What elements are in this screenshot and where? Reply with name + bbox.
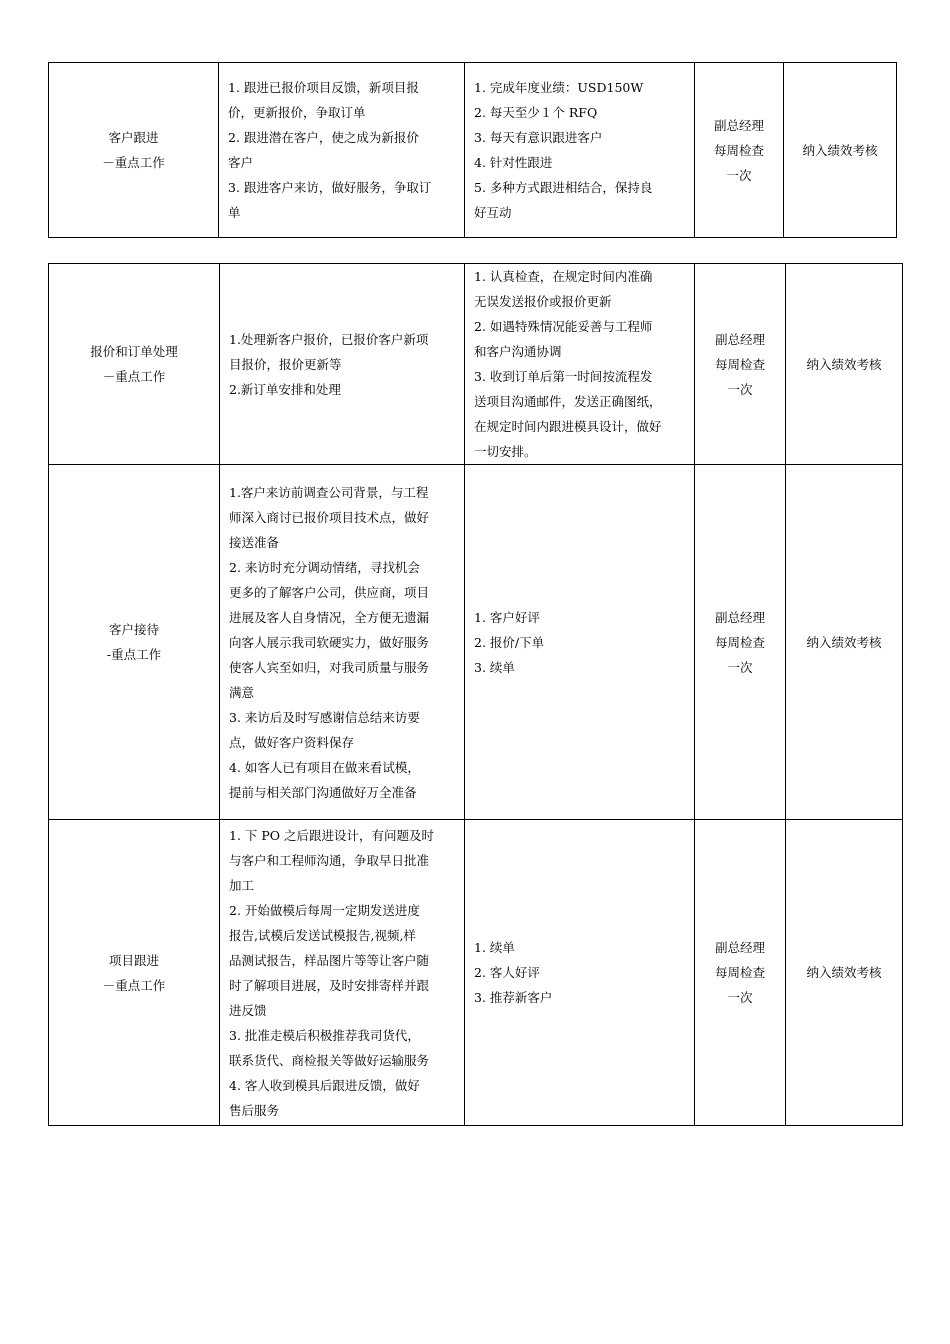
- content-line: 3. 批准走模后积极推荐我司货代，: [229, 1027, 420, 1043]
- content-line: 2. 开始做模后每周一定期发送进度: [229, 902, 420, 918]
- content-line: 师深入商讨已报价项目技术点，做好: [229, 509, 430, 525]
- content-line: 向客人展示我司软硬实力，做好服务: [229, 634, 430, 650]
- content-line: 客户: [228, 155, 254, 170]
- content-line: 接送准备: [229, 534, 280, 550]
- content-cell: [219, 63, 465, 238]
- task-line: -重点工作: [106, 647, 162, 662]
- content-line: 目报价，报价更新等: [229, 356, 342, 372]
- target-line: 2. 如遇特殊情况能妥善与工程师: [474, 319, 653, 334]
- target-line: 3. 推荐新客户: [474, 990, 553, 1005]
- check-cell: [695, 264, 786, 465]
- content-line: 进反馈: [229, 1002, 267, 1018]
- target-cell: [465, 820, 695, 1126]
- check-cell: [695, 465, 786, 820]
- check-line: 一次: [727, 659, 753, 675]
- content-line: 2.新订单安排和处理: [229, 381, 341, 397]
- content-line: 品测试报告，样品图片等等让客户随: [229, 952, 430, 968]
- table-row: [49, 264, 903, 465]
- content-line: 满意: [229, 684, 255, 700]
- check-line: 每周检查: [714, 965, 765, 980]
- task-line: －重点工作: [102, 977, 166, 993]
- content-line: 与客户和工程师沟通，争取早日批准: [229, 852, 430, 868]
- content-line: 3. 来访后及时写感谢信总结来访要: [229, 709, 420, 725]
- check-line: 副总经理: [714, 940, 765, 955]
- target-line: 2. 每天至少１个 RFQ: [474, 105, 598, 120]
- target-line: 好互动: [474, 205, 512, 220]
- table-row: [49, 465, 903, 820]
- content-line: 使客人宾至如归，对我司质量与服务: [229, 659, 430, 675]
- table-row: [49, 820, 903, 1126]
- content-line: 3. 跟进客户来访，做好服务，争取订: [228, 180, 432, 195]
- content-line: 1. 下 PO 之后跟进设计，有问题及时: [229, 827, 435, 843]
- check-line: 一次: [726, 167, 752, 183]
- target-cell: [465, 465, 695, 820]
- target-line: 送项目沟通邮件，发送正确图纸，: [474, 394, 662, 409]
- target-line: 3. 收到订单后第一时间按流程发: [474, 369, 653, 384]
- content-line: 1.客户来访前调查公司背景，与工程: [229, 484, 429, 500]
- content-line: 4. 客人收到模具后跟进反馈，做好: [229, 1077, 420, 1093]
- assess-cell: 纳入绩效考核: [786, 820, 903, 1126]
- task-line: 客户接待: [108, 622, 159, 637]
- content-line: 报告,试模后发送试模报告,视频,样: [229, 927, 416, 943]
- check-line: 一次: [727, 381, 753, 397]
- content-line: 提前与相关部门沟通做好万全准备: [229, 784, 417, 800]
- target-line: 2. 报价/下单: [474, 634, 545, 650]
- content-line: 4. 如客人已有项目在做来看试模，: [229, 759, 420, 775]
- target-line: 1. 完成年度业绩：USD150W: [474, 80, 644, 95]
- task-line: －重点工作: [102, 155, 165, 170]
- task-cell: [49, 820, 220, 1126]
- content-line: 售后服务: [229, 1102, 280, 1118]
- content-line: 价，更新报价，争取订单: [228, 105, 366, 120]
- target-line: 3. 每天有意识跟进客户: [474, 130, 603, 145]
- check-line: 副总经理: [713, 117, 764, 133]
- target-line: 在规定时间内跟进模具设计，做好: [474, 419, 662, 434]
- content-line: 2. 跟进潜在客户，使之成为新报价: [228, 130, 419, 145]
- assess-cell: 纳入绩效考核: [784, 63, 897, 238]
- assess-cell: 纳入绩效考核: [786, 465, 903, 820]
- task-cell: [49, 63, 219, 238]
- check-line: 每周检查: [714, 634, 765, 650]
- table-row: [49, 63, 897, 238]
- content-cell: [220, 264, 465, 465]
- target-line: 1. 续单: [474, 940, 515, 955]
- target-line: 一切安排。: [474, 444, 537, 459]
- kpi-table-1: [48, 62, 897, 238]
- content-line: 1. 跟进已报价项目反馈，新项目报: [228, 80, 419, 95]
- target-line: 1. 客户好评: [474, 609, 540, 625]
- content-line: 1.处理新客户报价，已报价客户新项: [229, 331, 429, 347]
- target-line: 2. 客人好评: [474, 965, 540, 980]
- content-line: 进展及客人自身情况，全方便无遗漏: [229, 609, 430, 625]
- check-line: 每周检查: [713, 142, 764, 158]
- check-line: 副总经理: [714, 331, 765, 347]
- target-cell: [465, 264, 695, 465]
- kpi-table-2: [48, 263, 903, 1126]
- content-line: 时了解项目进展，及时安排寄样并跟: [229, 977, 430, 993]
- check-line: 每周检查: [714, 356, 765, 372]
- task-line: 报价和订单处理: [90, 344, 178, 359]
- target-line: 1. 认真检查，在规定时间内准确: [474, 269, 653, 284]
- check-line: 一次: [727, 990, 753, 1005]
- check-cell: [695, 820, 786, 1126]
- content-cell: [220, 820, 465, 1126]
- content-cell: [220, 465, 465, 820]
- task-cell: [49, 264, 220, 465]
- target-line: 5. 多种方式跟进相结合，保持良: [474, 180, 653, 195]
- task-cell: [49, 465, 220, 820]
- check-cell: [695, 63, 784, 238]
- target-cell: [465, 63, 695, 238]
- content-line: 点，做好客户资料保存: [229, 734, 355, 750]
- content-line: 加工: [229, 877, 255, 893]
- target-line: 3. 续单: [474, 659, 515, 675]
- target-line: 4. 针对性跟进: [474, 155, 553, 170]
- content-line: 单: [228, 205, 241, 220]
- task-line: －重点工作: [102, 369, 166, 384]
- target-line: 和客户沟通协调: [474, 344, 562, 359]
- assess-cell: 纳入绩效考核: [786, 264, 903, 465]
- content-line: 联系货代、商检报关等做好运输服务: [229, 1052, 430, 1068]
- target-line: 无误发送报价或报价更新: [474, 294, 612, 309]
- check-line: 副总经理: [714, 609, 765, 625]
- task-line: 项目跟进: [108, 952, 159, 968]
- task-line: 客户跟进: [108, 130, 159, 145]
- content-line: 2. 来访时充分调动情绪，寻找机会: [229, 559, 420, 575]
- content-line: 更多的了解客户公司，供应商，项目: [229, 584, 430, 600]
